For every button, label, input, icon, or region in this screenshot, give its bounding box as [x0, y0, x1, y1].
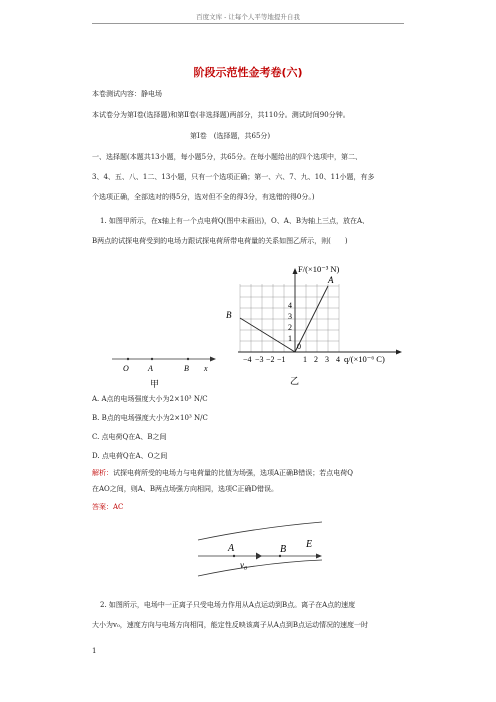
q1-option-a: A. A点的电场强度大小为2×10³ N/C — [92, 395, 208, 403]
instructions-line-1: 一、选择题(本题共13小题，每小题5分，共65分。在每小题给出的四个选项中，第二、 — [92, 153, 362, 161]
q1-line-2: B两点的试探电荷受到的电场力跟试探电荷所带电荷量的关系如图乙所示，则( ) — [92, 237, 348, 245]
analysis-text-2: 在AO之间，则A、B两点场强方向相同，选项C正确D错误。 — [92, 485, 278, 493]
q1-option-d: D. 点电荷Q在A、O之间 — [92, 452, 168, 460]
point-A — [233, 555, 235, 557]
field-arrow — [316, 554, 322, 559]
x-tick-neg4: −4 — [243, 355, 252, 364]
analysis-label: 解析： — [92, 469, 113, 477]
y-tick-2: 2 — [288, 323, 292, 332]
figure-field-lines — [196, 520, 326, 592]
analysis-text-1: 试探电荷所受的电场力与电荷量的比值为场强，选项A正确B错误；若点电荷Q — [113, 469, 353, 477]
figure-yi — [218, 262, 418, 390]
header-divider — [92, 23, 404, 24]
point-B — [279, 555, 281, 557]
label-v0: v₀ — [240, 560, 248, 570]
caption-jia: 甲 — [150, 379, 160, 389]
mid-arrow — [256, 553, 262, 560]
field-line-bottom — [198, 560, 322, 576]
label-x: x — [204, 364, 208, 373]
figure-jia — [110, 350, 220, 390]
label-A: A — [228, 543, 235, 554]
label-line-A: A — [328, 275, 334, 285]
y-tick-3: 3 — [288, 312, 292, 321]
q1-option-c: C. 点电荷Q在A、B之间 — [92, 433, 167, 441]
x-tick-neg2: −2 — [266, 355, 275, 364]
field-line-top — [198, 522, 322, 540]
part1-heading: 第Ⅰ卷 (选择题，共65分) — [190, 132, 271, 140]
exam-structure: 本试卷分为第Ⅰ卷(选择题)和第Ⅱ卷(非选择题)两部分，共110分。测试时间90分钟。 — [92, 111, 350, 119]
x-tick-2: 2 — [314, 355, 318, 364]
answer-value: AC — [113, 503, 124, 511]
x-axis-arrow — [210, 357, 216, 362]
answer-label: 答案： — [92, 503, 113, 511]
y-axis-arrow — [293, 268, 298, 274]
exam-title: 阶段示范性金考卷(六) — [193, 66, 303, 79]
x-tick-1: 1 — [303, 355, 307, 364]
x-tick-neg1: −1 — [277, 355, 286, 364]
q2-line-2: 大小为v₀，速度方向与电场方向相同，能定性反映该离子从A点到B点运动情况的速度一时 — [92, 621, 368, 629]
label-E: E — [306, 539, 313, 550]
point-A — [151, 358, 153, 360]
label-A: A — [148, 364, 153, 373]
x-tick-3: 3 — [325, 355, 329, 364]
instructions-line-3: 个选项正确，全部选对的得5分，选对但不全的得3分，有选错的得0分。) — [92, 193, 315, 201]
x-axis-arrow — [396, 350, 402, 355]
label-line-B: B — [226, 310, 232, 320]
label-B: B — [280, 544, 287, 555]
page-header: 百度文库 - 让每个人平等地提升自我 — [196, 13, 300, 21]
label-B: B — [184, 364, 189, 373]
y-tick-1: 1 — [288, 334, 292, 343]
caption-yi: 乙 — [290, 376, 300, 386]
label-O: O — [123, 364, 129, 373]
test-content: 本卷测试内容：静电场 — [92, 90, 162, 98]
q1-line-1: 1. 如图甲所示，在x轴上有一个点电荷Q(图中未画出)，O、A、B为轴上三点，放在A、 — [100, 217, 370, 225]
q2-line-1: 2. 如图所示，电场中一正离子只受电场力作用从A点运动到B点。离子在A点的速度 — [100, 601, 356, 609]
x-tick-neg3: −3 — [255, 355, 264, 364]
x-axis-label: q/(×10⁻⁶ C) — [344, 354, 385, 364]
origin-label: 0 — [297, 342, 301, 351]
q1-option-b: B. B点的电场强度大小为2×10³ N/C — [92, 414, 208, 422]
point-B — [187, 358, 189, 360]
point-O — [127, 358, 129, 360]
y-tick-4: 4 — [288, 301, 292, 310]
page-number: 1 — [92, 647, 97, 655]
instructions-line-2: 3、4、五、八、1二、13小题，只有一个选项正确；第一、六、7、九、10、11小题，有多 — [92, 173, 375, 181]
x-tick-4: 4 — [336, 355, 340, 364]
line-B — [240, 318, 295, 352]
y-axis-label: F/(×10⁻³ N) — [298, 264, 340, 274]
